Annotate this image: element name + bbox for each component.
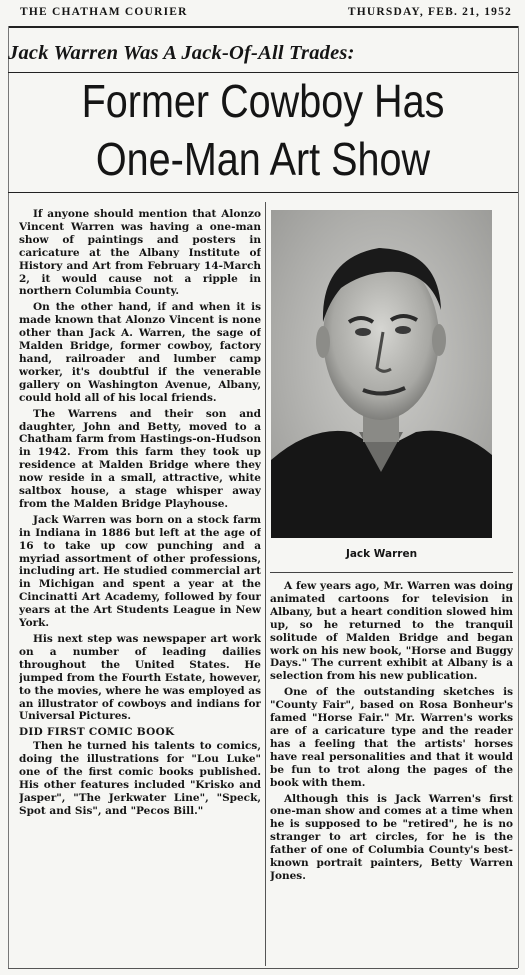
paragraph: Jack Warren was born on a stock farm in Indiana in 1886 but left at the age of 16 to take up cow punching and a myriad assortment of other professions, including art. He studied commercial art in Michigan and spent a year at the Cincinatti Art Academy, followed by four years at the Art Students League in New York.: [19, 513, 261, 630]
paragraph: On the other hand, if and when it is made known that Alonzo Vincent is none other than Jack A. Warren, the sage of Malden Bridge, former cowboy, factory hand, railroader and lumber camp worker, it's doubtful if the venerable gallery on Washington Avenue, Albany, could hold all of his local friends.: [19, 301, 261, 404]
caption-rule: [270, 572, 513, 573]
paragraph: Although this is Jack Warren's first one-man show and comes at a time when he is supposed to be "retired", he is no stranger to art circles, for he is the father of one of Columbia County's best-known portrait painters, Betty Warren Jones.: [270, 792, 513, 882]
paragraph: A few years ago, Mr. Warren was doing animated cartoons for television in Albany, but a heart condition slowed him up, so he returned to the tranquil solitude of Malden Bridge and began work on his new book, "Horse and Buggy Days." The current exhibit at Albany is a selection from his new publication.: [270, 580, 513, 683]
headline-line-1: Former Cowboy Has: [81, 75, 445, 127]
masthead: [20, 6, 512, 18]
kicker-headline: Jack Warren Was A Jack-Of-All Trades:: [8, 42, 355, 64]
headline-rule: [8, 192, 518, 193]
kicker-rule: [8, 72, 518, 73]
newspaper-name: THE CHATHAM COURIER: [20, 6, 188, 18]
right-column: [270, 580, 513, 965]
masthead-rule: [8, 26, 518, 28]
paragraph: His next step was newspaper art work on a number of leading dailies throughout the United States. He jumped from the Fourth Estate, however, to the movies, where he was employed as an illustrator of cowboys and indians for Universal Pictures.: [19, 633, 261, 723]
headline-line-2: One-Man Art Show: [95, 133, 431, 185]
portrait-photo: [271, 210, 492, 538]
section-subhead: DID FIRST COMIC BOOK: [19, 726, 175, 739]
bottom-rule: [8, 968, 518, 969]
paragraph: Then he turned his talents to comics, doing the illustrations for "Lou Luke" one of the first comic books published. His other features included "Krisko and Jasper", "The Jerkwater Line", "Speck, Spot and Sis", and "Pecos Bill.": [19, 740, 261, 817]
issue-date: THURSDAY, FEB. 21, 1952: [347, 6, 512, 18]
left-column: [19, 208, 261, 968]
article-frame-left: [8, 26, 9, 968]
article-frame-right: [518, 26, 519, 968]
column-divider: [265, 202, 266, 966]
photo-caption: Jack Warren: [345, 548, 418, 560]
paragraph: The Warrens and their son and daughter, John and Betty, moved to a Chatham farm from Hastings-on-Hudson in 1942. From this farm they took up residence at Malden Bridge where they now reside in a small, attractive, white saltbox house, a stage whisper away from the Malden Bridge Playhouse.: [19, 407, 261, 510]
paragraph: One of the outstanding sketches is "County Fair", based on Rosa Bonheur's famed "Horse Fair." Mr. Warren's works are of a caricature type and the reader has a feeling that the artists' horses have real personalities and that it would be fun to trot along the pages of the book with them.: [270, 686, 513, 789]
paragraph: If anyone should mention that Alonzo Vincent Warren was having a one-man show of paintings and posters in caricature at the Albany Institute of History and Art from February 14-March 2, it would cause not a ripple in northern Columbia County.: [19, 208, 261, 298]
